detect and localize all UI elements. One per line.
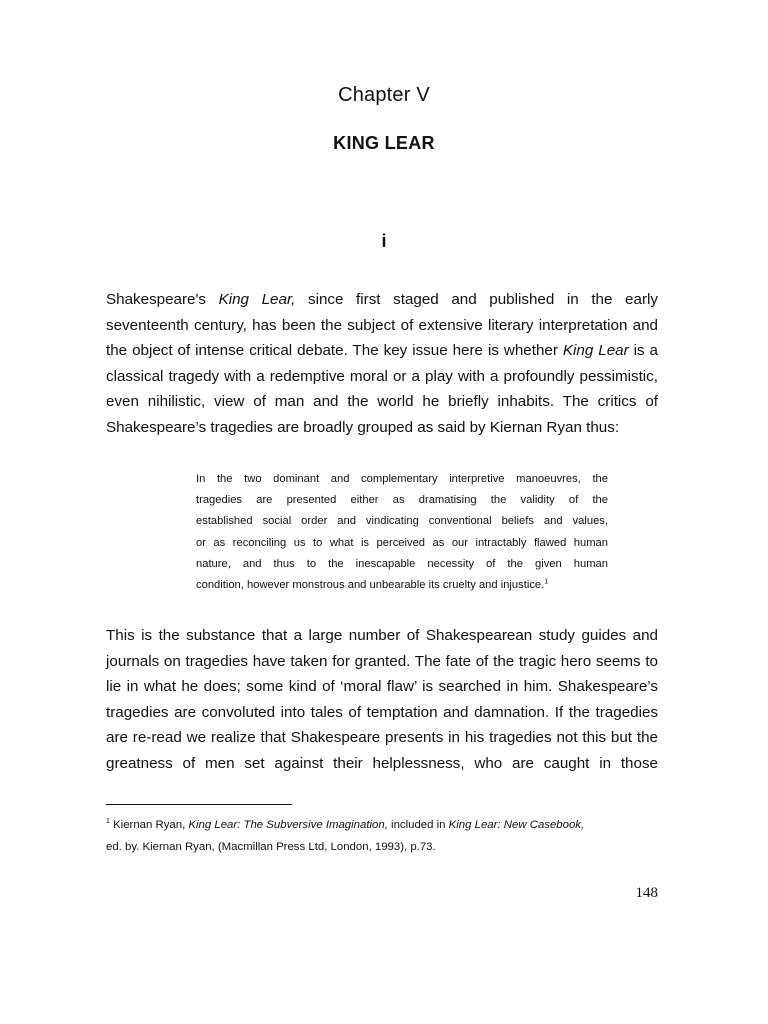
paragraph-line: journals on tragedies have taken for granted. The fate of the tragic hero seems to xyxy=(106,652,658,670)
quote-line: or as reconciling us to what is perceived as our intractably flawed human xyxy=(196,536,608,549)
section-numeral: i xyxy=(381,231,387,251)
paragraph-line: classical tragedy with a redemptive moral or a play with a profoundly pessimistic, xyxy=(106,367,658,385)
footnote-line: $^1$ Kiernan Ryan, King Lear: The Subversive Imagination, included in King Lear: New Casebook, xyxy=(106,818,585,831)
paragraph-line: Shakespeare’s tragedies are broadly grouped as said by Kiernan Ryan thus: xyxy=(106,418,620,436)
body-paragraph-1 xyxy=(106,287,658,440)
quote-line: established social order and vindicating conventional beliefs and values, xyxy=(196,515,608,528)
paragraph-line: Shakespeare's King Lear, since first staged and published in the early xyxy=(106,291,658,308)
footnote-number: 1 xyxy=(106,818,110,826)
italic-title: King Lear: The Subversive Imagination, xyxy=(188,819,388,831)
quote-line: In the two dominant and complementary interpretive manoeuvres, the xyxy=(196,473,608,485)
paragraph-line: are re-read we realize that Shakespeare presents in his tragedies not this but the xyxy=(106,729,658,746)
chapter-title: KING LEAR xyxy=(333,133,435,153)
block-quote xyxy=(196,469,608,596)
paragraph-line: even nihilistic, view of man and the world he briefly inhabits. The critics of xyxy=(106,393,658,410)
body-paragraph-2 xyxy=(106,623,658,776)
italic-title: King Lear: New Casebook, xyxy=(448,819,585,831)
footnote-reference[interactable]: 1 xyxy=(544,578,549,586)
quote-line: tragedies are presented either as dramatising the validity of the xyxy=(196,494,608,507)
paragraph-line: greatness of men set against their helplessness, who are caught in those xyxy=(106,754,658,772)
footnote xyxy=(106,814,658,858)
quote-line: condition, however monstrous and unbearable its cruelty and injustice.$^1$ xyxy=(196,578,549,592)
paragraph-line: seventeenth century, has been the subject of extensive literary interpretation and xyxy=(106,316,658,334)
quote-line: nature, and thus to the inescapable necessity of the given human xyxy=(196,557,608,570)
paragraph-line: lie in what he does; some kind of ‘moral flaw’ is searched in him. Shakespeare’s xyxy=(106,678,658,695)
page-number: 148 xyxy=(635,885,658,901)
chapter-label: Chapter V xyxy=(338,84,430,106)
italic-title: King Lear xyxy=(562,342,629,359)
footnote-line: ed. by. Kiernan Ryan, (Macmillan Press Ltd, London, 1993), p.73. xyxy=(106,841,436,853)
paragraph-line: the object of intense critical debate. The key issue here is whether King Lear is a xyxy=(106,342,658,359)
paragraph-line: tragedies are convoluted into tales of temptation and damnation. If the tragedies xyxy=(106,703,658,721)
paragraph-line: This is the substance that a large number of Shakespearean study guides and xyxy=(106,627,658,644)
italic-title: King Lear, xyxy=(218,291,296,308)
footnote-divider xyxy=(106,804,292,805)
